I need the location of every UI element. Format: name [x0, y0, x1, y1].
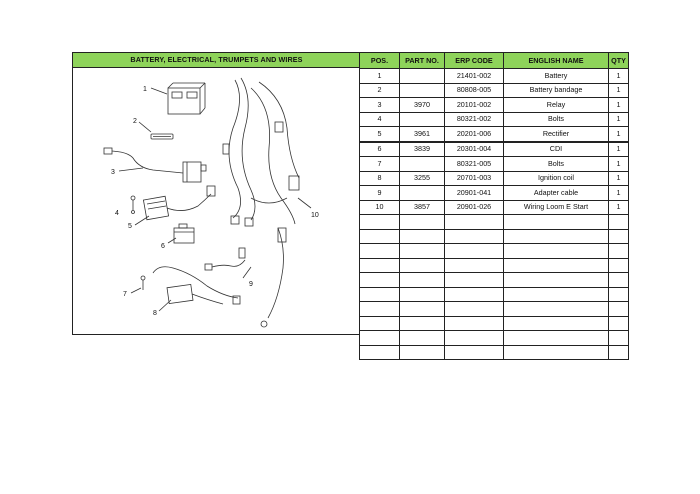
table-row-empty	[360, 215, 629, 230]
cell-empty	[360, 287, 400, 302]
cell-empty	[360, 229, 400, 244]
callout-5: 5	[128, 223, 132, 230]
cell-part-no	[400, 186, 445, 201]
cell-part-no	[400, 112, 445, 127]
cell-empty	[609, 316, 629, 331]
callout-6: 6	[161, 243, 165, 250]
battery-drawing	[168, 83, 205, 114]
table-row	[360, 127, 629, 142]
cell-empty	[609, 345, 629, 360]
cell-erp: 20101-002	[445, 98, 504, 113]
table-row-empty	[360, 302, 629, 317]
cell-empty	[445, 331, 504, 346]
cell-name: CDI	[504, 142, 609, 157]
table-row	[360, 83, 629, 98]
cell-qty: 1	[609, 200, 629, 215]
exploded-diagram	[72, 52, 359, 335]
callout-1: 1	[143, 86, 147, 93]
cell-empty	[360, 302, 400, 317]
callout-8: 8	[153, 310, 157, 317]
col-part-no: PART NO.	[400, 53, 445, 69]
cell-empty	[504, 331, 609, 346]
cell-empty	[609, 258, 629, 273]
callout-4: 4	[115, 210, 119, 217]
cell-empty	[360, 244, 400, 259]
cell-erp: 80321-005	[445, 157, 504, 172]
cell-empty	[609, 244, 629, 259]
cell-part-no: 3970	[400, 98, 445, 113]
cell-empty	[609, 229, 629, 244]
section-title: BATTERY, ELECTRICAL, TRUMPETS AND WIRES	[73, 53, 360, 68]
cell-pos: 6	[360, 142, 400, 157]
cell-empty	[445, 258, 504, 273]
parts-sheet	[72, 52, 630, 335]
cell-empty	[504, 258, 609, 273]
cell-pos: 3	[360, 98, 400, 113]
cell-part-no	[400, 157, 445, 172]
cdi-drawing	[174, 224, 194, 243]
cell-empty	[360, 345, 400, 360]
table-row	[360, 69, 629, 84]
cell-empty	[504, 229, 609, 244]
table-row	[360, 171, 629, 186]
cell-pos: 10	[360, 200, 400, 215]
table-row	[360, 98, 629, 113]
cell-empty	[445, 229, 504, 244]
cell-erp: 20201-006	[445, 127, 504, 142]
cell-empty	[609, 302, 629, 317]
cell-erp: 80321-002	[445, 112, 504, 127]
cell-part-no	[400, 69, 445, 84]
cell-qty: 1	[609, 186, 629, 201]
cell-name: Ignition coil	[504, 171, 609, 186]
cell-qty: 1	[609, 83, 629, 98]
cell-empty	[400, 302, 445, 317]
callout-9: 9	[249, 281, 253, 288]
cell-empty	[400, 215, 445, 230]
table-row	[360, 112, 629, 127]
battery-band-drawing	[151, 134, 173, 139]
callout-2: 2	[133, 118, 137, 125]
cell-empty	[609, 331, 629, 346]
bolts-drawing-7	[141, 276, 145, 290]
cell-empty	[445, 316, 504, 331]
cell-empty	[360, 215, 400, 230]
cell-empty	[609, 287, 629, 302]
cell-name: Adapter cable	[504, 186, 609, 201]
cell-part-no	[400, 83, 445, 98]
cell-name: Battery	[504, 69, 609, 84]
cell-empty	[504, 316, 609, 331]
adapter-cable-drawing	[205, 248, 245, 270]
table-row	[360, 200, 629, 215]
cell-pos: 5	[360, 127, 400, 142]
col-pos: POS.	[360, 53, 400, 69]
cell-empty	[360, 258, 400, 273]
cell-pos: 2	[360, 83, 400, 98]
cell-empty	[400, 316, 445, 331]
cell-pos: 7	[360, 157, 400, 172]
cell-name: Battery bandage	[504, 83, 609, 98]
col-english-name: ENGLISH NAME	[504, 53, 609, 69]
cell-erp: 20901-041	[445, 186, 504, 201]
cell-pos: 8	[360, 171, 400, 186]
col-erp-code: ERP CODE	[445, 53, 504, 69]
cell-erp: 20301-004	[445, 142, 504, 157]
cell-name: Bolts	[504, 112, 609, 127]
cell-qty: 1	[609, 69, 629, 84]
cell-pos: 9	[360, 186, 400, 201]
cell-empty	[400, 229, 445, 244]
cell-empty	[609, 215, 629, 230]
callout-3: 3	[111, 169, 115, 176]
table-row-empty	[360, 345, 629, 360]
rectifier-drawing	[143, 186, 215, 220]
callout-7: 7	[123, 291, 127, 298]
cell-empty	[504, 215, 609, 230]
cell-empty	[445, 287, 504, 302]
cell-qty: 1	[609, 127, 629, 142]
callout-10: 10	[311, 212, 319, 219]
cell-part-no: 3961	[400, 127, 445, 142]
relay-drawing	[104, 148, 206, 182]
cell-erp: 20701-003	[445, 171, 504, 186]
parts-table	[359, 52, 629, 360]
cell-empty	[504, 244, 609, 259]
cell-qty: 1	[609, 98, 629, 113]
cell-name: Bolts	[504, 157, 609, 172]
cell-empty	[360, 273, 400, 288]
cell-qty: 1	[609, 157, 629, 172]
cell-pos: 4	[360, 112, 400, 127]
cell-qty: 1	[609, 171, 629, 186]
table-row-empty	[360, 331, 629, 346]
cell-empty	[445, 345, 504, 360]
cell-pos: 1	[360, 69, 400, 84]
table-row-empty	[360, 229, 629, 244]
cell-empty	[504, 302, 609, 317]
table-row	[360, 157, 629, 172]
col-qty: QTY	[609, 53, 629, 69]
table-row	[360, 186, 629, 201]
cell-part-no: 3839	[400, 142, 445, 157]
cell-part-no: 3255	[400, 171, 445, 186]
cell-part-no: 3857	[400, 200, 445, 215]
cell-empty	[400, 258, 445, 273]
cell-empty	[400, 273, 445, 288]
cell-erp: 80808-005	[445, 83, 504, 98]
cell-qty: 1	[609, 142, 629, 157]
table-row-empty	[360, 258, 629, 273]
cell-empty	[445, 302, 504, 317]
cell-name: Rectifier	[504, 127, 609, 142]
cell-empty	[360, 331, 400, 346]
cell-empty	[609, 273, 629, 288]
table-row	[360, 142, 629, 157]
cell-empty	[400, 345, 445, 360]
table-row-empty	[360, 273, 629, 288]
parts-illustration	[73, 68, 360, 336]
ignition-coil-drawing	[153, 267, 240, 304]
cell-erp: 21401-002	[445, 69, 504, 84]
cell-empty	[400, 244, 445, 259]
wiring-loom-drawing	[223, 78, 299, 327]
cell-empty	[400, 287, 445, 302]
cell-empty	[504, 287, 609, 302]
cell-erp: 20901-026	[445, 200, 504, 215]
cell-empty	[360, 316, 400, 331]
cell-name: Relay	[504, 98, 609, 113]
cell-qty: 1	[609, 112, 629, 127]
cell-empty	[445, 244, 504, 259]
cell-empty	[445, 273, 504, 288]
cell-name: Wiring Loom E Start	[504, 200, 609, 215]
table-row-empty	[360, 287, 629, 302]
table-row-empty	[360, 316, 629, 331]
bolts-drawing-4	[131, 196, 135, 214]
cell-empty	[445, 215, 504, 230]
table-header-row	[360, 53, 629, 69]
table-row-empty	[360, 244, 629, 259]
cell-empty	[504, 345, 609, 360]
cell-empty	[504, 273, 609, 288]
cell-empty	[400, 331, 445, 346]
